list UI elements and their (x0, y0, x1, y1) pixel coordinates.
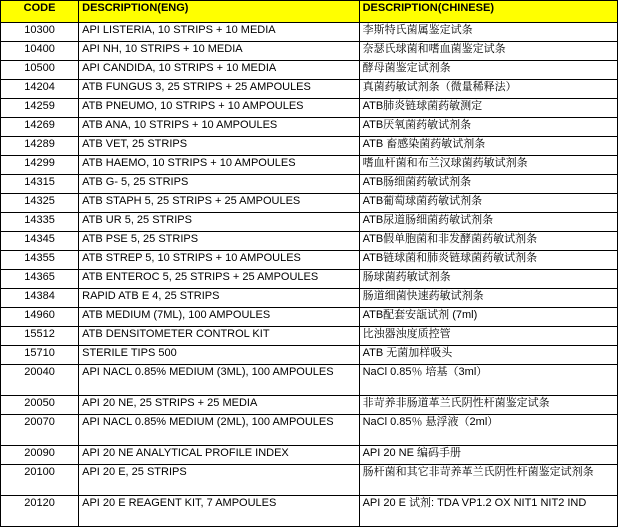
table-row (1, 308, 618, 327)
cell-code: 20070 (1, 415, 79, 446)
cell-description-eng: API 20 NE, 25 STRIPS + 25 MEDIA (79, 396, 359, 415)
cell-description-chinese: ATB假单胞菌和非发酵菌药敏试剂条 (359, 232, 617, 251)
cell-code: 15710 (1, 346, 79, 365)
table-row (1, 232, 618, 251)
cell-description-eng: API 20 E REAGENT KIT, 7 AMPOULES (79, 496, 359, 527)
cell-code: 14960 (1, 308, 79, 327)
cell-description-eng: API CANDIDA, 10 STRIPS + 10 MEDIA (79, 61, 359, 80)
cell-code: 14204 (1, 80, 79, 99)
cell-description-chinese: ATB葡萄球菌药敏试剂条 (359, 194, 617, 213)
cell-description-eng: ATB ENTEROC 5, 25 STRIPS + 25 AMPOULES (79, 270, 359, 289)
cell-code: 20100 (1, 465, 79, 496)
cell-description-chinese: ATB链球菌和肺炎链球菌药敏试剂条 (359, 251, 617, 270)
cell-description-eng: RAPID ATB E 4, 25 STRIPS (79, 289, 359, 308)
table-body (1, 23, 618, 527)
cell-description-chinese: NaCl 0.85％ 培基（3ml） (359, 365, 617, 396)
cell-code: 20050 (1, 396, 79, 415)
cell-description-eng: ATB G- 5, 25 STRIPS (79, 175, 359, 194)
cell-description-chinese: 比浊器浊度质控管 (359, 327, 617, 346)
column-header-code: CODE (1, 1, 79, 23)
table-header-row (1, 1, 618, 23)
cell-code: 14335 (1, 213, 79, 232)
cell-code: 10400 (1, 42, 79, 61)
cell-code: 10300 (1, 23, 79, 42)
cell-description-chinese: ATB肠细菌药敏试剂条 (359, 175, 617, 194)
cell-description-chinese: 真菌药敏试剂条（微量稀释法） (359, 80, 617, 99)
table-header (1, 1, 618, 23)
cell-description-eng: API 20 NE ANALYTICAL PROFILE INDEX (79, 446, 359, 465)
cell-description-eng: API 20 E, 25 STRIPS (79, 465, 359, 496)
table-row (1, 137, 618, 156)
cell-description-eng: API LISTERIA, 10 STRIPS + 10 MEDIA (79, 23, 359, 42)
table-row (1, 80, 618, 99)
cell-description-chinese: 嗜血杆菌和布兰汉球菌药敏试剂条 (359, 156, 617, 175)
cell-code: 14365 (1, 270, 79, 289)
cell-description-eng: API NACL 0.85% MEDIUM (3ML), 100 AMPOULES (79, 365, 359, 396)
cell-code: 14355 (1, 251, 79, 270)
table-row (1, 156, 618, 175)
cell-code: 14269 (1, 118, 79, 137)
cell-code: 14315 (1, 175, 79, 194)
cell-description-chinese: 奈瑟氏球菌和嗜血菌鉴定试条 (359, 42, 617, 61)
cell-description-chinese: API 20 E 试剂: TDA VP1.2 OX NIT1 NIT2 IND (359, 496, 617, 527)
cell-description-chinese: 酵母菌鉴定试剂条 (359, 61, 617, 80)
cell-description-chinese: 肠道细菌快速药敏试剂条 (359, 289, 617, 308)
table-row (1, 327, 618, 346)
cell-code: 15512 (1, 327, 79, 346)
cell-code: 14325 (1, 194, 79, 213)
table-row (1, 446, 618, 465)
cell-description-chinese: ATB尿道肠细菌药敏试剂条 (359, 213, 617, 232)
table-row (1, 23, 618, 42)
cell-code: 14384 (1, 289, 79, 308)
table-row (1, 396, 618, 415)
cell-code: 14259 (1, 99, 79, 118)
table-row (1, 99, 618, 118)
cell-description-eng: STERILE TIPS 500 (79, 346, 359, 365)
cell-description-eng: ATB STREP 5, 10 STRIPS + 10 AMPOULES (79, 251, 359, 270)
table-row (1, 118, 618, 137)
cell-code: 14345 (1, 232, 79, 251)
table-row (1, 496, 618, 527)
cell-code: 20090 (1, 446, 79, 465)
column-header-description-chinese: DESCRIPTION(CHINESE) (359, 1, 617, 23)
table-row (1, 415, 618, 446)
table-row (1, 270, 618, 289)
table-row (1, 346, 618, 365)
cell-description-eng: ATB DENSITOMETER CONTROL KIT (79, 327, 359, 346)
cell-description-eng: API NACL 0.85% MEDIUM (2ML), 100 AMPOULES (79, 415, 359, 446)
cell-code: 14289 (1, 137, 79, 156)
table-row (1, 61, 618, 80)
table-row (1, 465, 618, 496)
table-row (1, 365, 618, 396)
cell-description-chinese: ATB肺炎链球菌药敏测定 (359, 99, 617, 118)
cell-description-chinese: 李斯特氏菌属鉴定试条 (359, 23, 617, 42)
cell-code: 20120 (1, 496, 79, 527)
cell-description-chinese: ATB 无菌加样吸头 (359, 346, 617, 365)
cell-description-eng: ATB PNEUMO, 10 STRIPS + 10 AMPOULES (79, 99, 359, 118)
cell-description-eng: ATB MEDIUM (7ML), 100 AMPOULES (79, 308, 359, 327)
table-row (1, 213, 618, 232)
table-row (1, 175, 618, 194)
cell-description-chinese: NaCl 0.85％ 悬浮液（2ml） (359, 415, 617, 446)
cell-description-eng: ATB ANA, 10 STRIPS + 10 AMPOULES (79, 118, 359, 137)
table-row (1, 42, 618, 61)
cell-description-eng: ATB PSE 5, 25 STRIPS (79, 232, 359, 251)
cell-description-chinese: ATB厌氧菌药敏试剂条 (359, 118, 617, 137)
cell-description-chinese: 肠球菌药敏试剂条 (359, 270, 617, 289)
cell-description-chinese: API 20 NE 编码手册 (359, 446, 617, 465)
table-row (1, 251, 618, 270)
column-header-description-eng: DESCRIPTION(ENG) (79, 1, 359, 23)
cell-description-eng: ATB HAEMO, 10 STRIPS + 10 AMPOULES (79, 156, 359, 175)
cell-description-eng: API NH, 10 STRIPS + 10 MEDIA (79, 42, 359, 61)
cell-code: 20040 (1, 365, 79, 396)
cell-description-eng: ATB UR 5, 25 STRIPS (79, 213, 359, 232)
cell-description-eng: ATB STAPH 5, 25 STRIPS + 25 AMPOULES (79, 194, 359, 213)
table-row (1, 289, 618, 308)
cell-description-chinese: ATB 畜感染菌药敏试剂条 (359, 137, 617, 156)
cell-code: 10500 (1, 61, 79, 80)
cell-description-eng: ATB VET, 25 STRIPS (79, 137, 359, 156)
cell-code: 14299 (1, 156, 79, 175)
cell-description-chinese: ATB配套安瓿试剂 (7ml) (359, 308, 617, 327)
cell-description-chinese: 肠杆菌和其它非苛养革兰氏阴性杆菌鉴定试剂条 (359, 465, 617, 496)
cell-description-eng: ATB FUNGUS 3, 25 STRIPS + 25 AMPOULES (79, 80, 359, 99)
cell-description-chinese: 非苛养非肠道革兰氏阴性杆菌鉴定试条 (359, 396, 617, 415)
table-row (1, 194, 618, 213)
